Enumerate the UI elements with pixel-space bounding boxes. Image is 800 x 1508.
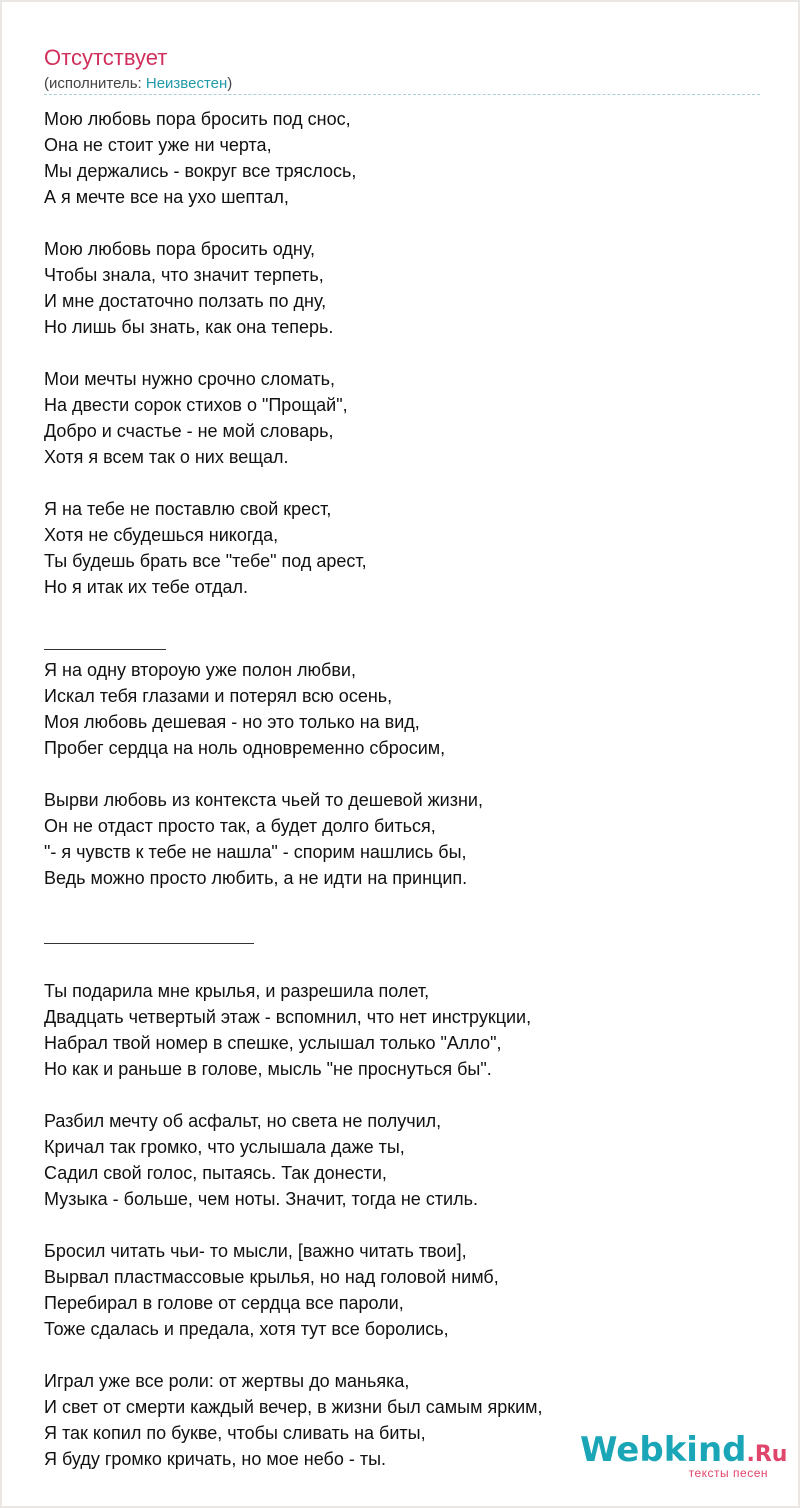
lyric-line: Мою любовь пора бросить одну, <box>44 239 316 259</box>
lyric-line: Набрал твой номер в спешке, услышал только "Алло", <box>44 1033 502 1053</box>
lyric-line: Хотя не сбудешься никогда, <box>44 525 279 545</box>
lyrics-block-1 <box>44 106 764 600</box>
lyric-line: Моя любовь дешевая - но это только на вид, <box>44 712 420 732</box>
lyric-line: Я на тебе не поставлю свой крест, <box>44 499 332 519</box>
stanza-gap <box>44 1082 764 1108</box>
lyric-line: Но как и раньше в голове, мысль "не проснуться бы". <box>44 1059 492 1079</box>
artist-prefix: (исполнитель: <box>44 75 146 92</box>
lyric-line: Но я итак их тебе отдал. <box>44 577 249 597</box>
lyric-line: Пробег сердца на ноль одновременно сбросим, <box>44 738 446 758</box>
lyric-line: Играл уже все роли: от жертвы до маньяка, <box>44 1371 410 1391</box>
stanza-gap <box>44 1342 764 1368</box>
logo-tld: .Ru <box>746 1442 788 1467</box>
lyric-line: Перебирал в голове от сердца все пароли, <box>44 1293 404 1313</box>
lyric-line: Я буду громко кричать, но мое небо - ты. <box>44 1449 387 1469</box>
lyric-line: Музыка - больше, чем ноты. Значит, тогда не стиль. <box>44 1189 478 1209</box>
webkind-logo[interactable] <box>580 1430 788 1480</box>
lyric-line: Он не отдаст просто так, а будет долго биться, <box>44 816 436 836</box>
stanza-gap <box>44 210 764 236</box>
lyrics-block-3 <box>44 978 764 1472</box>
lyric-line: Двадцать четвертый этаж - вспомнил, что нет инструкции, <box>44 1007 532 1027</box>
lyric-line: Чтобы знала, что значит терпеть, <box>44 265 324 285</box>
lyric-line: На двести сорок стихов о "Прощай", <box>44 395 348 415</box>
lyric-line: Я так копил по букве, чтобы сливать на биты, <box>44 1423 426 1443</box>
lyric-line: И мне достаточно ползать по дну, <box>44 291 327 311</box>
lyric-line: Мою любовь пора бросить под снос, <box>44 109 351 129</box>
lyric-line: Я на одну вторoую уже полон любви, <box>44 660 356 680</box>
song-card <box>2 2 798 1506</box>
lyric-line: Хотя я всем так о них вещал. <box>44 447 289 467</box>
lyric-line: Мои мечты нужно срочно сломать, <box>44 369 336 389</box>
title-divider <box>44 94 760 95</box>
lyric-line: И свет от смерти каждый вечер, в жизни был самым ярким, <box>44 1397 543 1417</box>
lyric-line: Искал тебя глазами и потерял всю осень, <box>44 686 393 706</box>
lyric-line: Вырви любовь из контекста чьей то дешевой жизни, <box>44 790 483 810</box>
lyric-line: Мы держались - вокруг все тряслось, <box>44 161 357 181</box>
lyric-line: "- я чувств к тебе не нашла" - спорим нашлись бы, <box>44 842 467 862</box>
logo-tagline: тексты песен <box>688 1466 768 1480</box>
lyrics-block-2 <box>44 657 764 891</box>
lyric-line: Вырвал пластмассовые крылья, но над головой нимб, <box>44 1267 499 1287</box>
logo-brand-name: Webkind <box>580 1430 747 1470</box>
stanza-gap <box>44 761 764 787</box>
lyric-line: Но лишь бы знать, как она теперь. <box>44 317 334 337</box>
artist-line <box>44 74 232 94</box>
lyric-line: Ты будешь брать все "тебе" под арест, <box>44 551 367 571</box>
lyric-line: Кричал так громко, что услышала даже ты, <box>44 1137 405 1157</box>
lyrics-body <box>44 106 764 1472</box>
lyric-line: Разбил мечту об асфальт, но света не получил, <box>44 1111 442 1131</box>
lyric-line: А я мечте все на ухо шептал, <box>44 187 289 207</box>
stanza-gap <box>44 1212 764 1238</box>
lyric-line: Ведь можно просто любить, а не идти на принцип. <box>44 868 468 888</box>
lyric-line: Ты подарила мне крылья, и разрешила полет, <box>44 981 430 1001</box>
lyric-line: Бросил читать чьи- то мысли, [важно читать твои], <box>44 1241 467 1261</box>
lyric-line: Садил свой голос, пытаясь. Так донести, <box>44 1163 387 1183</box>
song-title: Отсутствует <box>44 45 168 70</box>
lyric-line: Она не стоит уже ни черта, <box>44 135 272 155</box>
stanza-gap <box>44 470 764 496</box>
stanza-gap <box>44 340 764 366</box>
lyric-line: Тоже сдалась и предала, хотя тут все боролись, <box>44 1319 449 1339</box>
artist-suffix: ) <box>227 75 233 92</box>
lyric-line: Добро и счастье - не мой словарь, <box>44 421 334 441</box>
artist-link[interactable]: Неизвестен <box>145 75 228 92</box>
